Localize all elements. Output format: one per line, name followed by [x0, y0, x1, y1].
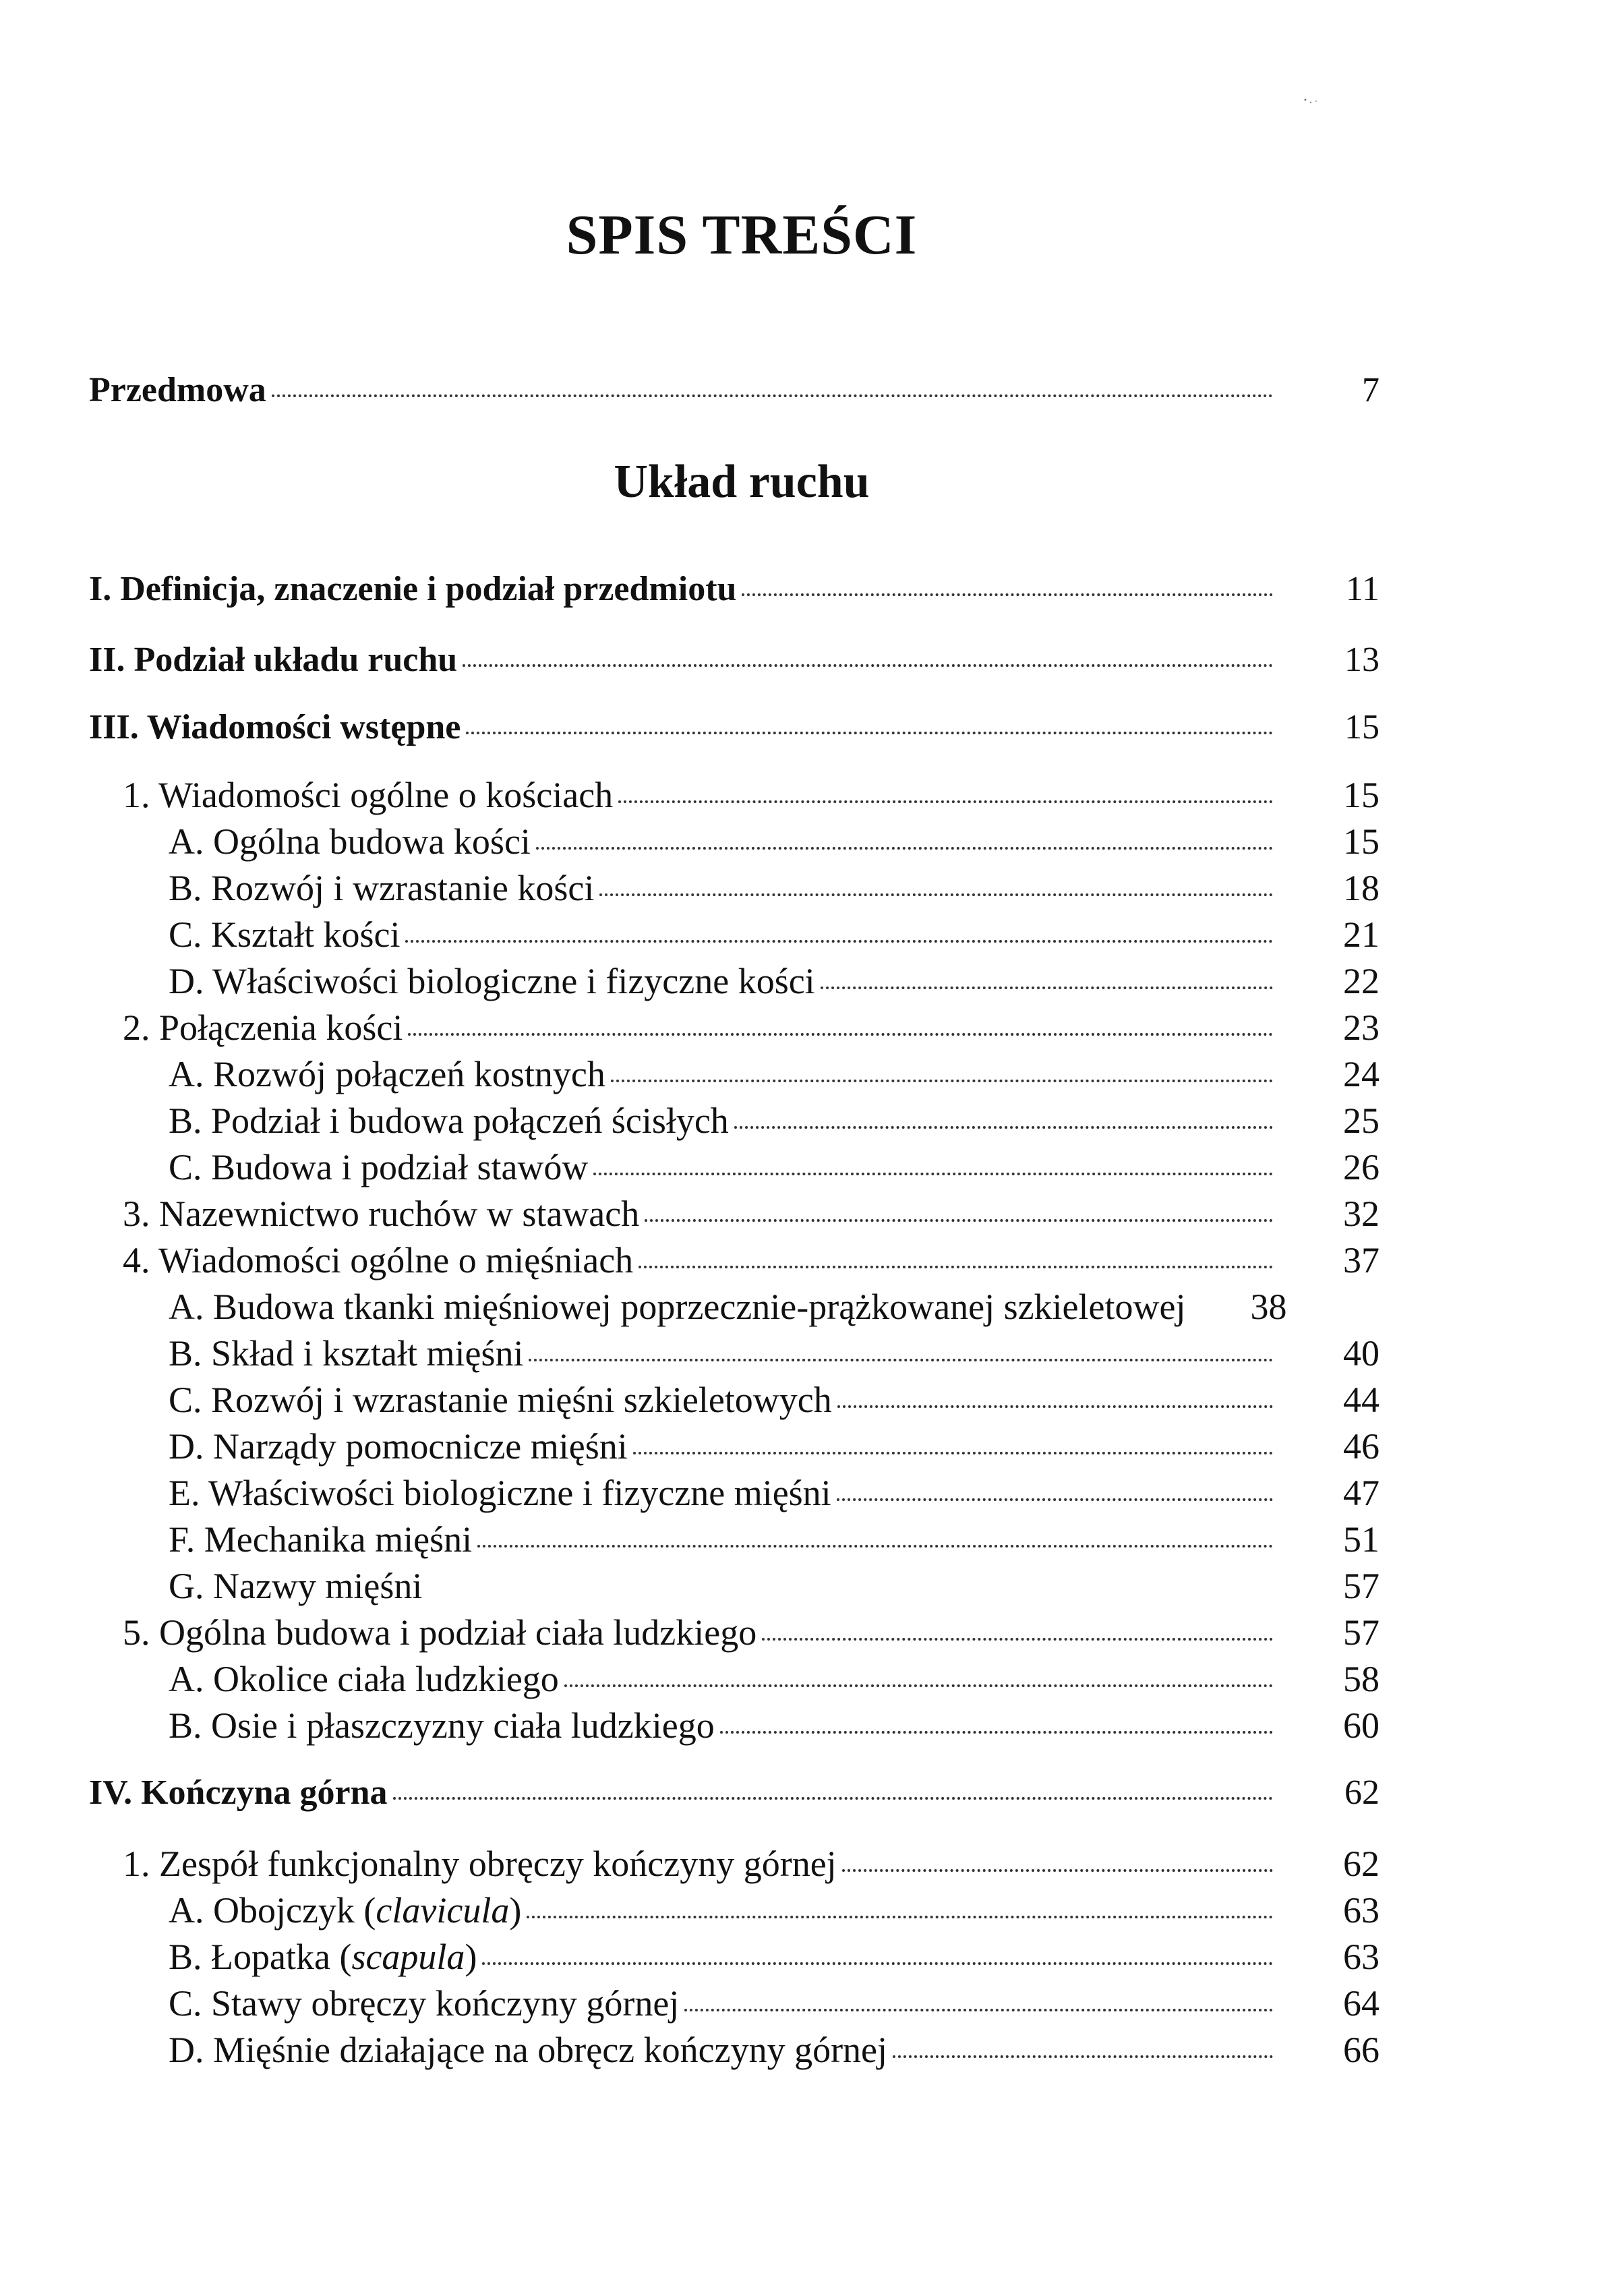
toc-label: A. Rozwój połączeń kostnych — [169, 1054, 605, 1094]
toc-entry-item[interactable] — [169, 1934, 1380, 1980]
toc-entry-subsection[interactable] — [123, 772, 1380, 818]
leader-dots — [611, 1080, 1273, 1082]
leader-dots — [408, 1033, 1273, 1036]
toc-label: C. Stawy obręczy kończyny górnej — [169, 1983, 680, 2024]
toc-page-number: 38 — [1250, 1287, 1287, 1327]
leader-dots — [463, 664, 1273, 667]
leader-dots — [762, 1638, 1273, 1641]
toc-page-number: 51 — [1343, 1519, 1380, 1560]
toc-entry-chapter[interactable] — [89, 566, 1380, 612]
toc-label: A. Okolice ciała ludzkiego — [169, 1659, 559, 1699]
toc-entry-item[interactable] — [169, 819, 1380, 864]
toc-label — [169, 1887, 521, 1933]
toc-page-number: 57 — [1343, 1612, 1380, 1653]
toc-label: I. Definicja, znaczenie i podział przedmiotu — [89, 570, 737, 608]
toc-page-number: 40 — [1343, 1333, 1380, 1374]
toc-label: A. Budowa tkanki mięśniowej poprzecznie-prążkowanej szkieletowej — [169, 1287, 1186, 1327]
leader-dots — [599, 893, 1273, 896]
toc-entry-item[interactable] — [169, 1144, 1380, 1190]
toc-entry-item[interactable] — [169, 958, 1380, 1004]
toc-label: 1. Zespół funkcjonalny obręczy kończyny górnej — [123, 1844, 837, 1884]
toc-page-number: 47 — [1343, 1473, 1380, 1513]
leader-dots — [837, 1405, 1273, 1408]
leader-dots — [618, 800, 1273, 803]
toc-label: D. Narządy pomocnicze mięśni — [169, 1426, 628, 1467]
toc-label-prefix: A. Obojczyk ( — [169, 1890, 376, 1931]
toc-page-number: 60 — [1343, 1705, 1380, 1746]
toc-page-number: 44 — [1343, 1380, 1380, 1420]
leader-dots — [684, 2009, 1273, 2011]
leader-dots — [466, 732, 1273, 734]
leader-dots — [564, 1684, 1273, 1687]
toc-label: 5. Ogólna budowa i podział ciała ludzkiego — [123, 1612, 757, 1653]
leader-dots — [734, 1126, 1273, 1129]
leader-dots — [821, 987, 1273, 989]
toc-label: A. Ogólna budowa kości — [169, 821, 531, 862]
toc-page-number: 46 — [1343, 1426, 1380, 1467]
scan-speck — [1301, 94, 1328, 108]
toc-label: C. Rozwój i wzrastanie mięśni szkieletowych — [169, 1380, 832, 1420]
toc-label: D. Mięśnie działające na obręcz kończyny górnej — [169, 2030, 888, 2070]
toc-label: IV. Kończyna górna — [89, 1773, 388, 1812]
leader-dots — [482, 1962, 1273, 1965]
toc-label: E. Właściwości biologiczne i fizyczne mięśni — [169, 1473, 831, 1513]
leader-dots — [633, 1452, 1273, 1454]
toc-page-number: 62 — [1343, 1844, 1380, 1884]
leader-dots — [393, 1797, 1273, 1800]
toc-page-number: 18 — [1343, 868, 1380, 908]
toc-page-number: 37 — [1343, 1240, 1380, 1281]
toc-entry-item[interactable] — [169, 1563, 1380, 1609]
toc-label: C. Budowa i podział stawów — [169, 1147, 589, 1187]
section-heading: Układ ruchu — [614, 456, 870, 508]
toc-page-number: 13 — [1344, 641, 1380, 679]
toc-page-number: 7 — [1362, 371, 1380, 409]
toc-entry-item[interactable] — [169, 1098, 1380, 1144]
toc-label: B. Podział i budowa połączeń ścisłych — [169, 1100, 729, 1141]
toc-entry-item[interactable] — [169, 865, 1380, 911]
toc-page-number: 23 — [1343, 1007, 1380, 1048]
toc-label: 3. Nazewnictwo ruchów w stawach — [123, 1194, 640, 1234]
toc-page-number: 21 — [1343, 914, 1380, 955]
toc-entry-item[interactable] — [169, 1284, 1380, 1330]
toc-label: C. Kształt kości — [169, 914, 400, 955]
toc-page-number: 25 — [1343, 1100, 1380, 1141]
leader-dots — [477, 1545, 1273, 1548]
page-title: SPIS TREŚCI — [566, 204, 918, 266]
toc-entry-item[interactable] — [169, 1656, 1380, 1702]
toc-page-number: 15 — [1343, 821, 1380, 862]
toc-page-number: 62 — [1344, 1773, 1380, 1812]
toc-entry-chapter[interactable] — [89, 705, 1380, 750]
toc-label — [169, 1934, 477, 1980]
toc-page-number: 32 — [1343, 1194, 1380, 1234]
toc-page-number: 57 — [1343, 1566, 1380, 1606]
toc-entry-subsection[interactable] — [123, 1005, 1380, 1051]
toc-entry-subsection[interactable] — [123, 1237, 1380, 1283]
toc-label: 1. Wiadomości ogólne o kościach — [123, 775, 614, 815]
toc-label-suffix: ) — [509, 1890, 522, 1931]
toc-label: D. Właściwości biologiczne i fizyczne kości — [169, 961, 815, 1001]
toc-label: II. Podział układu ruchu — [89, 641, 458, 679]
toc-entry-item[interactable] — [169, 1051, 1380, 1097]
toc-entry-item[interactable] — [169, 1980, 1380, 2026]
toc-page-number: 58 — [1343, 1659, 1380, 1699]
toc-page-number: 63 — [1343, 1890, 1380, 1931]
toc-page-number: 15 — [1343, 775, 1380, 815]
leader-dots — [837, 1498, 1273, 1501]
toc-entry-preface[interactable] — [89, 367, 1380, 413]
leader-dots — [742, 593, 1273, 596]
toc-entry-item[interactable] — [169, 1517, 1380, 1562]
toc-page-number: 22 — [1343, 961, 1380, 1001]
toc-label-suffix: ) — [465, 1937, 477, 1977]
toc-page-number: 26 — [1343, 1147, 1380, 1187]
leader-dots — [645, 1219, 1273, 1222]
toc-label: B. Rozwój i wzrastanie kości — [169, 868, 595, 908]
toc-entry-item[interactable] — [169, 1703, 1380, 1748]
leader-dots — [593, 1173, 1273, 1175]
toc-entry-chapter[interactable] — [89, 637, 1380, 683]
toc-label: G. Nazwy mięśni — [169, 1566, 423, 1606]
toc-entry-item[interactable] — [169, 1887, 1380, 1933]
toc-entry-item[interactable] — [169, 2027, 1380, 2073]
toc-label: 2. Połączenia kości — [123, 1007, 403, 1048]
toc-label: 4. Wiadomości ogólne o mięśniach — [123, 1240, 634, 1281]
leader-dots — [405, 940, 1273, 943]
toc-page-number: 11 — [1345, 570, 1380, 608]
toc-label: B. Skład i kształt mięśni — [169, 1333, 524, 1374]
toc-entry-item[interactable] — [169, 1330, 1380, 1376]
toc-entry-item[interactable] — [169, 912, 1380, 958]
toc-page-number: 24 — [1343, 1054, 1380, 1094]
toc-entry-subsection[interactable] — [123, 1610, 1380, 1655]
toc-page-number: 63 — [1343, 1937, 1380, 1977]
leader-dots — [639, 1266, 1273, 1268]
leader-dots — [527, 1916, 1273, 1918]
toc-entry-item[interactable] — [169, 1377, 1380, 1423]
leader-dots — [272, 394, 1273, 397]
toc-label: F. Mechanika mięśni — [169, 1519, 473, 1560]
toc-label: B. Osie i płaszczyzny ciała ludzkiego — [169, 1705, 715, 1746]
toc-entry-item[interactable] — [169, 1423, 1380, 1469]
latin-term: clavicula — [376, 1890, 510, 1931]
toc-entry-subsection[interactable] — [123, 1841, 1380, 1887]
leader-dots — [529, 1359, 1273, 1361]
leader-dots — [893, 2055, 1273, 2058]
leader-dots — [720, 1731, 1273, 1734]
toc-entry-subsection[interactable] — [123, 1191, 1380, 1237]
toc-entry-chapter[interactable] — [89, 1770, 1380, 1816]
leader-dots — [842, 1869, 1273, 1872]
toc-page-number: 64 — [1343, 1983, 1380, 2024]
leader-dots — [536, 847, 1273, 850]
latin-term: scapula — [351, 1937, 465, 1977]
toc-label: Przedmowa — [89, 371, 266, 409]
toc-page-number: 15 — [1344, 708, 1380, 746]
toc-page-number: 66 — [1343, 2030, 1380, 2070]
toc-label: III. Wiadomości wstępne — [89, 708, 461, 746]
toc-label-prefix: B. Łopatka ( — [169, 1937, 352, 1977]
toc-entry-item[interactable] — [169, 1470, 1380, 1516]
